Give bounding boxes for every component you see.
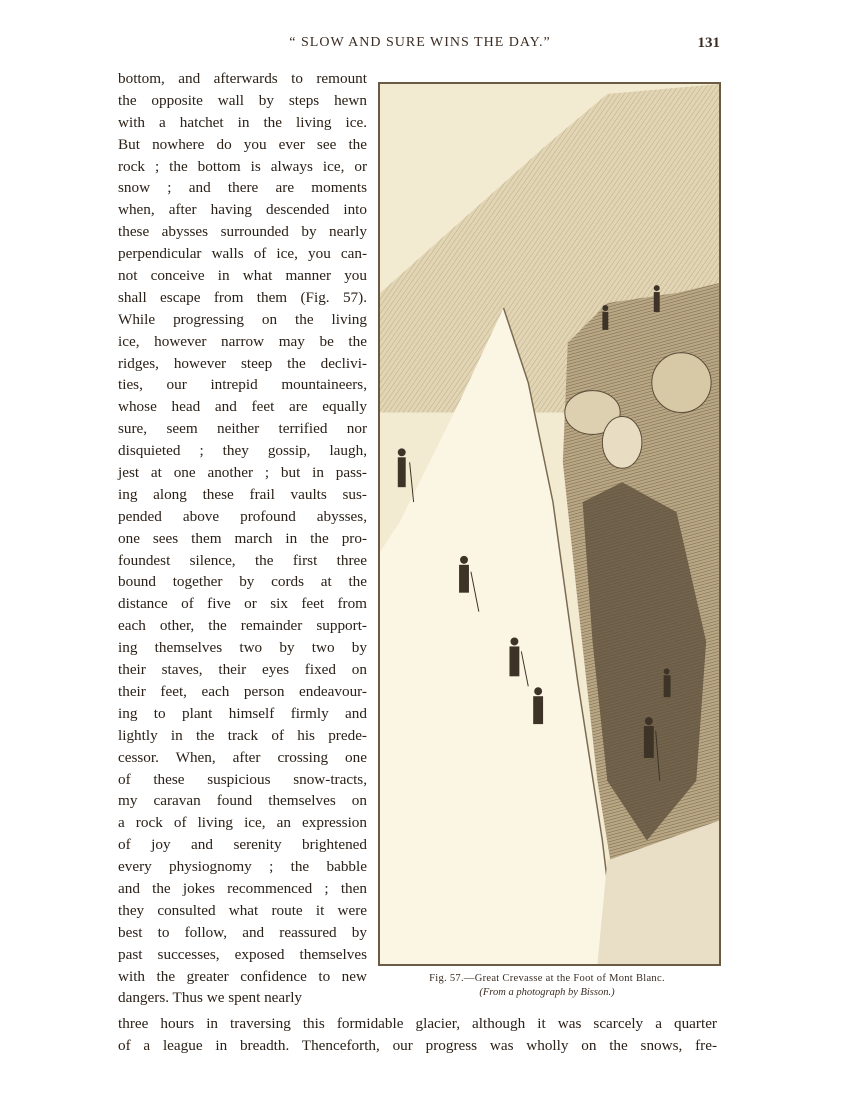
text-line: of a league in breadth. Thenceforth, our progress was wholly on the snows, fre- [118,1036,717,1054]
text-line: they consulted what route it were [118,901,367,919]
text-line: bound together by cords at the [118,573,367,591]
left-text-column [118,68,367,1009]
text-line: ing along these frail vaults sus- [118,485,367,503]
text-line: their feet, each person endeavour- [118,682,367,700]
text-line: a rock of living ice, an expression [118,814,367,832]
crevasse-illustration [380,84,719,964]
text-line: whose head and feet are equally [118,398,367,416]
text-line: While progressing on the living [118,310,367,328]
text-line: the opposite wall by steps hewn [118,91,367,109]
text-line: every physiognomy ; the babble [118,858,367,876]
caption-credit: (From a photograph by Bisson.) [479,987,615,998]
full-width-text [118,1013,717,1057]
text-line: these abysses surrounded by nearly [118,223,367,241]
text-line: of joy and serenity brightened [118,836,367,854]
text-line: three hours in traversing this formidable glacier, although it was scarcely a quarter [118,1015,717,1032]
text-line: ice, however narrow may be the [118,332,367,350]
text-line: snow ; and there are moments [118,179,367,197]
figure-engraving [378,82,721,966]
text-line: shall escape from them (Fig. 57). [118,288,367,306]
text-line: not conceive in what manner you [118,267,367,285]
text-line: each other, the remainder support- [118,617,367,635]
text-line: with the greater confidence to new [118,967,367,985]
page-number: 131 [697,35,720,51]
text-line: of these suspicious snow-tracts, [118,770,367,788]
text-line: with a hatchet in the living ice. [118,113,367,131]
text-line: perpendicular walls of ice, you can- [118,245,367,263]
running-title: “ SLOW AND SURE WINS THE DAY.” [289,35,551,50]
text-line: distance of five or six feet from [118,595,367,613]
text-line: best to follow, and reassured by [118,923,367,941]
text-line: when, after having descended into [118,201,367,219]
text-line: ing themselves two by two by [118,639,367,657]
text-line: one sees them march in the pro- [118,529,367,547]
text-line: rock ; the bottom is always ice, or [118,157,367,175]
text-line: foundest silence, the first three [118,551,367,569]
running-header [120,35,720,55]
figure-caption [372,972,722,1000]
text-line: past successes, exposed themselves [118,945,367,963]
text-line: But nowhere do you ever see the [118,135,367,153]
text-line: ties, our intrepid mountaineers, [118,376,367,394]
text-line: pended above profound abysses, [118,507,367,525]
text-line: and the jokes recommenced ; then [118,879,367,897]
text-line: lightly in the track of his prede- [118,726,367,744]
text-line: my caravan found themselves on [118,792,367,810]
text-line: sure, seem neither terrified nor [118,420,367,438]
text-line: their staves, their eyes fixed on [118,661,367,679]
text-line: cessor. When, after crossing one [118,748,367,766]
text-line: ridges, however steep the declivi- [118,354,367,372]
text-line: dangers. Thus we spent nearly [118,989,303,1007]
text-line: ing to plant himself firmly and [118,704,367,722]
caption-title: Fig. 57.—Great Crevasse at the Foot of Mont Blanc. [429,973,665,984]
text-line: bottom, and afterwards to remount [118,70,367,87]
text-line: disquieted ; they gossip, laugh, [118,442,367,460]
text-line: jest at one another ; but in pass- [118,464,367,482]
